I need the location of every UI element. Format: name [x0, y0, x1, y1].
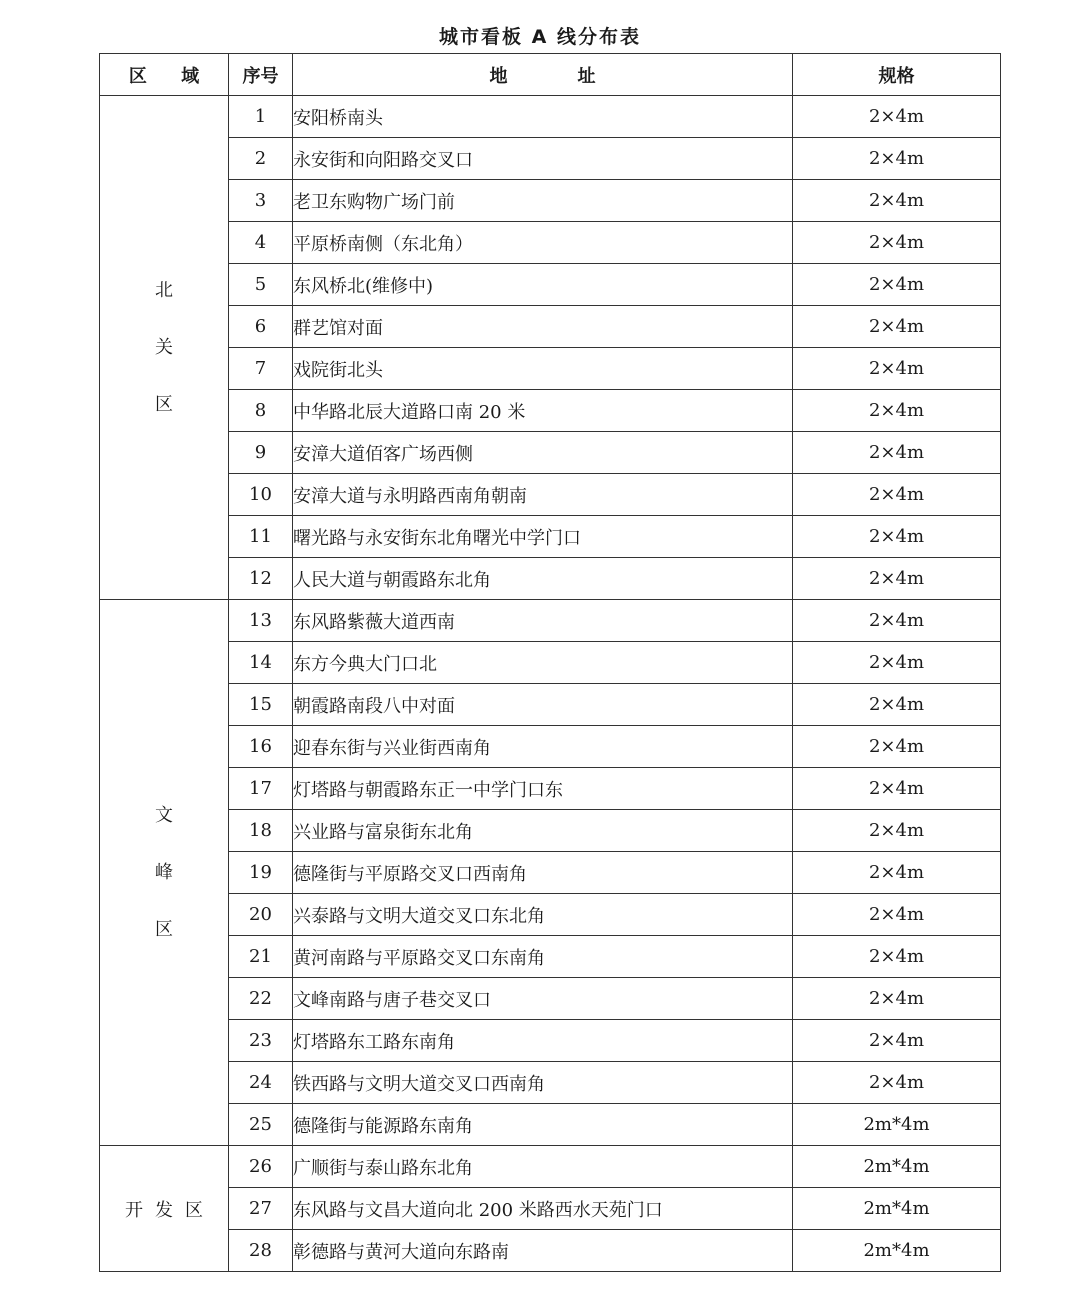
seq-cell: 14 — [229, 642, 293, 684]
seq-cell: 1 — [229, 96, 293, 138]
seq-cell: 2 — [229, 138, 293, 180]
table-row — [100, 558, 1001, 600]
table-row — [100, 264, 1001, 306]
spec-cell: 2×4m — [793, 600, 1001, 642]
seq-cell: 18 — [229, 810, 293, 852]
spec-cell: 2×4m — [793, 264, 1001, 306]
address-cell: 戏院街北头 — [293, 348, 793, 390]
address-cell: 东风路与文昌大道向北 200 米路西水天苑门口 — [293, 1188, 793, 1230]
seq-cell: 24 — [229, 1062, 293, 1104]
spec-cell: 2×4m — [793, 348, 1001, 390]
spec-cell: 2×4m — [793, 936, 1001, 978]
table-row — [100, 432, 1001, 474]
address-cell: 广顺街与泰山路东北角 — [293, 1146, 793, 1188]
table-row — [100, 894, 1001, 936]
seq-cell: 8 — [229, 390, 293, 432]
address-cell: 迎春东街与兴业街西南角 — [293, 726, 793, 768]
spec-cell: 2m*4m — [793, 1230, 1001, 1272]
spec-cell: 2×4m — [793, 558, 1001, 600]
table-row — [100, 1020, 1001, 1062]
region-cell — [100, 1146, 229, 1272]
seq-cell: 9 — [229, 432, 293, 474]
table-row — [100, 348, 1001, 390]
seq-cell: 6 — [229, 306, 293, 348]
address-cell: 德隆街与平原路交叉口西南角 — [293, 852, 793, 894]
table-row — [100, 222, 1001, 264]
address-cell: 曙光路与永安街东北角曙光中学门口 — [293, 516, 793, 558]
table-row — [100, 180, 1001, 222]
header-region-label: 区 域 — [128, 65, 214, 87]
address-cell: 灯塔路与朝霞路东正一中学门口东 — [293, 768, 793, 810]
address-cell: 安阳桥南头 — [293, 96, 793, 138]
table-row — [100, 516, 1001, 558]
table-row — [100, 1104, 1001, 1146]
seq-cell: 11 — [229, 516, 293, 558]
region-cell — [100, 600, 229, 1146]
address-cell: 永安街和向阳路交叉口 — [293, 138, 793, 180]
table-row — [100, 852, 1001, 894]
region-name: 文峰区 — [155, 805, 173, 940]
spec-cell: 2×4m — [793, 222, 1001, 264]
seq-cell: 26 — [229, 1146, 293, 1188]
address-cell: 东方今典大门口北 — [293, 642, 793, 684]
table-body — [100, 96, 1001, 1272]
table-row — [100, 600, 1001, 642]
spec-cell: 2×4m — [793, 516, 1001, 558]
table-row — [100, 978, 1001, 1020]
distribution-table — [99, 53, 1001, 1272]
spec-cell: 2×4m — [793, 474, 1001, 516]
spec-cell: 2×4m — [793, 684, 1001, 726]
table-row — [100, 1062, 1001, 1104]
seq-cell: 5 — [229, 264, 293, 306]
region-cell — [100, 96, 229, 600]
spec-cell: 2×4m — [793, 810, 1001, 852]
spec-cell: 2×4m — [793, 306, 1001, 348]
address-cell: 朝霞路南段八中对面 — [293, 684, 793, 726]
seq-cell: 7 — [229, 348, 293, 390]
address-cell: 文峰南路与唐子巷交叉口 — [293, 978, 793, 1020]
seq-cell: 13 — [229, 600, 293, 642]
spec-cell: 2×4m — [793, 390, 1001, 432]
seq-cell: 21 — [229, 936, 293, 978]
table-row — [100, 810, 1001, 852]
table-row — [100, 936, 1001, 978]
region-name: 北关区 — [155, 280, 173, 415]
seq-cell: 28 — [229, 1230, 293, 1272]
seq-cell: 16 — [229, 726, 293, 768]
seq-cell: 20 — [229, 894, 293, 936]
address-cell: 群艺馆对面 — [293, 306, 793, 348]
seq-cell: 10 — [229, 474, 293, 516]
table-row — [100, 1188, 1001, 1230]
address-cell: 东风桥北(维修中) — [293, 264, 793, 306]
spec-cell: 2×4m — [793, 852, 1001, 894]
header-row — [100, 54, 1001, 96]
seq-cell: 4 — [229, 222, 293, 264]
header-spec: 规格 — [793, 54, 1001, 96]
table-row — [100, 1146, 1001, 1188]
table-row — [100, 1230, 1001, 1272]
address-cell: 灯塔路东工路东南角 — [293, 1020, 793, 1062]
table-row — [100, 390, 1001, 432]
address-cell: 德隆街与能源路东南角 — [293, 1104, 793, 1146]
seq-cell: 19 — [229, 852, 293, 894]
seq-cell: 15 — [229, 684, 293, 726]
address-cell: 安漳大道与永明路西南角朝南 — [293, 474, 793, 516]
header-region — [100, 54, 229, 96]
table-row — [100, 642, 1001, 684]
table-row — [100, 138, 1001, 180]
address-cell: 人民大道与朝霞路东北角 — [293, 558, 793, 600]
seq-cell: 17 — [229, 768, 293, 810]
address-cell: 安漳大道佰客广场西侧 — [293, 432, 793, 474]
address-cell: 铁西路与文明大道交叉口西南角 — [293, 1062, 793, 1104]
spec-cell: 2×4m — [793, 642, 1001, 684]
address-cell: 黄河南路与平原路交叉口东南角 — [293, 936, 793, 978]
spec-cell: 2m*4m — [793, 1146, 1001, 1188]
seq-cell: 27 — [229, 1188, 293, 1230]
table-row — [100, 684, 1001, 726]
address-cell: 兴业路与富泉街东北角 — [293, 810, 793, 852]
address-cell: 兴泰路与文明大道交叉口东北角 — [293, 894, 793, 936]
address-cell: 老卫东购物广场门前 — [293, 180, 793, 222]
seq-cell: 25 — [229, 1104, 293, 1146]
seq-cell: 23 — [229, 1020, 293, 1062]
spec-cell: 2×4m — [793, 726, 1001, 768]
spec-cell: 2×4m — [793, 1020, 1001, 1062]
spec-cell: 2×4m — [793, 978, 1001, 1020]
address-cell: 彰德路与黄河大道向东路南 — [293, 1230, 793, 1272]
table-row — [100, 768, 1001, 810]
spec-cell: 2×4m — [793, 180, 1001, 222]
seq-cell: 22 — [229, 978, 293, 1020]
spec-cell: 2m*4m — [793, 1104, 1001, 1146]
address-cell: 中华路北辰大道路口南 20 米 — [293, 390, 793, 432]
table-row — [100, 726, 1001, 768]
header-address-label: 地址 — [489, 65, 666, 87]
spec-cell: 2×4m — [793, 1062, 1001, 1104]
table-row — [100, 474, 1001, 516]
region-name: 开发区 — [125, 1199, 215, 1221]
spec-cell: 2×4m — [793, 432, 1001, 474]
table-row — [100, 96, 1001, 138]
seq-cell: 12 — [229, 558, 293, 600]
address-cell: 东风路紫薇大道西南 — [293, 600, 793, 642]
header-seq: 序号 — [229, 54, 293, 96]
header-address — [293, 54, 793, 96]
spec-cell: 2×4m — [793, 768, 1001, 810]
table-title: 城市看板 A 线分布表 — [439, 26, 641, 48]
table-row — [100, 306, 1001, 348]
seq-cell: 3 — [229, 180, 293, 222]
spec-cell: 2m*4m — [793, 1188, 1001, 1230]
address-cell: 平原桥南侧（东北角） — [293, 222, 793, 264]
spec-cell: 2×4m — [793, 96, 1001, 138]
spec-cell: 2×4m — [793, 894, 1001, 936]
spec-cell: 2×4m — [793, 138, 1001, 180]
